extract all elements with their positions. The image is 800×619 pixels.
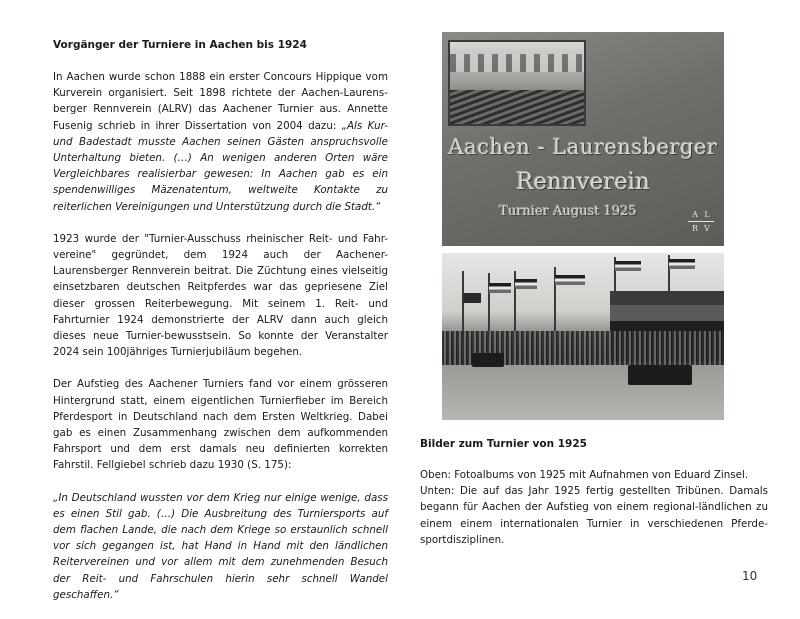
- quote-fusenig: „Als Kur- und Badestadt musste Aachen seinen Gästen anspruchsvolle Unterhaltung bieten. (…) An wenigen anderen Orten wäre Vergleichbares realisierbar gewesen: In Aachen gab es ein spendenwilliges Mäzenatentum, weltweite Kontakte zu reiterlichen Vereinigungen und Unterstützung durch die Stadt.“: [53, 119, 389, 213]
- caption-heading: Bilder zum Turnier von 1925: [420, 438, 587, 450]
- caption-top: Oben: Fotoalbums von 1925 mit Aufnahmen von Eduard Zinsel.: [420, 469, 749, 481]
- caption-bottom: Unten: Die auf das Jahr 1925 fertig gestellten Tribünen. Damals begann für Aachen der Aufstieg von einem regional-ländlichen zu einem einem internationalen Turnier in verschiedenen Pferde-sportdisziplinen.: [420, 485, 768, 546]
- paragraph-aufstieg: Der Aufstieg des Aachener Turniers fand vor einem grösseren Hintergrund statt, einem eigentlichen Turnierfieber im Bereich Pferdesport in Deutschland nach dem Ersten Weltkrieg. Dabei gab es einen Zusammenhang zwischen dem aufkommenden Fahrsport und dem erst damals neu definierten korrekten Fahrstil. Fellgiebel schrieb dazu 1930 (S. 175):: [53, 378, 388, 472]
- album-title-line1: Aachen - Laurensberger: [448, 135, 718, 159]
- image-caption: [420, 437, 768, 548]
- album-title-line3: Turnier August 1925: [499, 204, 637, 219]
- paragraph-1923: 1923 wurde der "Turnier-Ausschuss rheinischer Reit- und Fahr-vereine" gegründet, dem 1924 auch der Aachener-Laurensberger Rennverein beitrat. Die Züchtung eines vielseitig einsetzbaren deutschen Reitpferdes war das gepriesene Ziel dieser grossen Reiterbewegung. Mit seinem 1. Reit- und Fahrturnier 1924 demonstrierte der ALRV dann auch gleich dieses neue Turnier-bewusstsein. So konnte der Veranstalter 2024 sein 100jähriges Turnierjubiläum begehen.: [53, 232, 388, 359]
- photo-inset-tribune: [448, 40, 586, 126]
- paragraph-intro: [53, 69, 388, 215]
- album-title-line2: Rennverein: [516, 169, 650, 195]
- paragraph-intro-text: In Aachen wurde schon 1888 ein erster Concours Hippique vom Kurverein organisiert. Seit 1898 richtete der Aachen-Laurens-berger Rennverein (ALRV) das Aachener Turnier aus. Annette Fusenig schrieb in ihrer Dissertation von 2004 dazu:: [53, 71, 388, 132]
- left-text-column: [53, 37, 388, 619]
- alrv-logo: A L R V: [688, 208, 714, 238]
- photo-album-cover: [442, 32, 724, 246]
- section-heading: Vorgänger der Turniere in Aachen bis 1924: [53, 39, 307, 51]
- photo-tribunes-1925: [442, 253, 724, 420]
- quote-fellgiebel: „In Deutschland wussten vor dem Krieg nur einige wenige, dass es einen Stil gab. (…) Die Ausbreitung des Turniersports auf dem flachen Lande, die nach dem Kriege so erstaunlich schnell vor sich gegangen ist, hat Hand in Hand mit den ländlichen Reitervereinen und vor allem mit dem zunehmenden Besuch der Reit- und Fahrschulen hierin sehr schnell Wandel geschaffen.“: [53, 491, 388, 601]
- page-number: 10: [742, 569, 758, 583]
